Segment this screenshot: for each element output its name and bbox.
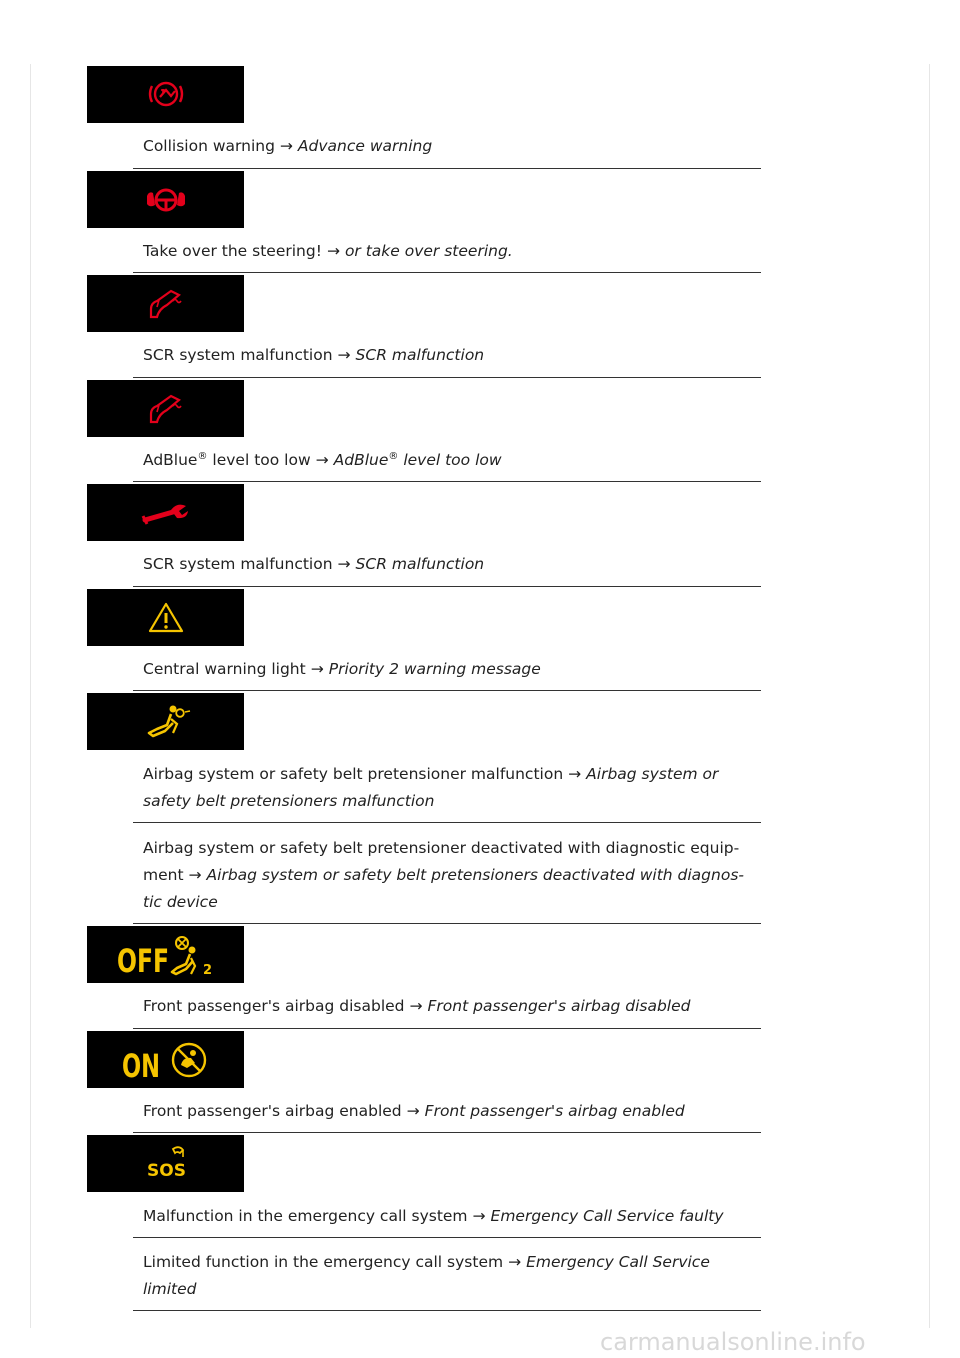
entry-text: level too low	[207, 451, 311, 469]
entry-airbag-malfunction-cont	[143, 788, 755, 815]
off-label: OFF	[117, 942, 169, 980]
sos-emergency-call-icon	[87, 1135, 244, 1192]
passenger-airbag-off-icon	[87, 926, 244, 983]
entry-reference[interactable]: Priority 2 warning message	[328, 660, 541, 678]
divider	[133, 168, 761, 169]
entry-passenger-airbag-disabled	[143, 993, 755, 1020]
entry-reference[interactable]: tic device	[143, 893, 218, 911]
entry-airbag-malfunction	[143, 761, 755, 788]
airbag-seat-icon	[87, 693, 244, 750]
entry-reference[interactable]: Airbag system or	[586, 765, 719, 783]
entry-text: Front passenger's airbag enabled	[143, 1102, 402, 1120]
collision-warning-icon	[87, 66, 244, 123]
watermark: carmanualsonline.info	[600, 1328, 866, 1356]
arrow-icon: →	[310, 660, 324, 678]
arrow-icon: →	[568, 765, 582, 783]
on-label: ON	[122, 1047, 160, 1085]
divider	[133, 1237, 761, 1238]
arrow-icon: →	[188, 866, 202, 884]
entry-reference-part: level too low	[398, 451, 502, 469]
arrow-icon: →	[508, 1253, 522, 1271]
entry-airbag-deactivated-cont2	[143, 889, 755, 916]
entry-passenger-airbag-enabled	[143, 1098, 755, 1125]
divider	[133, 923, 761, 924]
entry-text: SCR system malfunction	[143, 555, 333, 573]
entry-text: Front passenger's airbag disabled	[143, 997, 405, 1015]
entry-reference[interactable]	[334, 451, 502, 469]
entry-text: AdBlue	[143, 451, 198, 469]
entry-take-over-steering	[143, 238, 755, 265]
divider	[133, 1310, 761, 1311]
divider	[133, 822, 761, 823]
arrow-icon: →	[406, 1102, 420, 1120]
arrow-icon: →	[409, 997, 423, 1015]
entry-reference[interactable]: SCR malfunction	[355, 346, 485, 364]
entry-text: Take over the steering!	[143, 242, 322, 260]
arrow-icon: →	[472, 1207, 486, 1225]
arrow-icon: →	[315, 451, 329, 469]
warning-triangle-icon	[87, 589, 244, 646]
entry-text: ment	[143, 866, 184, 884]
arrow-icon: →	[326, 242, 340, 260]
entry-adblue-level-too-low	[143, 447, 755, 474]
entry-text: Limited function in the emergency call system	[143, 1253, 504, 1271]
entry-reference[interactable]: Front passenger's airbag disabled	[427, 997, 691, 1015]
registered-mark: ®	[388, 450, 399, 462]
take-over-steering-icon	[87, 171, 244, 228]
adblue-nozzle-icon	[87, 275, 244, 332]
divider	[133, 586, 761, 587]
divider	[133, 1132, 761, 1133]
divider	[133, 377, 761, 378]
registered-mark: ®	[197, 450, 208, 462]
entry-reference[interactable]: SCR malfunction	[355, 555, 485, 573]
entry-reference[interactable]: Advance warning	[297, 137, 433, 155]
passenger-airbag-on-icon	[87, 1031, 244, 1088]
arrow-icon: →	[337, 346, 351, 364]
entry-text: SCR system malfunction	[143, 346, 333, 364]
entry-airbag-deactivated	[143, 835, 755, 862]
entry-reference[interactable]: safety belt pretensioners malfunction	[143, 792, 435, 810]
adblue-nozzle-icon	[87, 380, 244, 437]
entry-text: Airbag system or safety belt pretensioner malfunction	[143, 765, 564, 783]
entry-emergency-call-limited-cont	[143, 1276, 755, 1303]
entry-reference[interactable]: limited	[143, 1280, 197, 1298]
divider	[133, 481, 761, 482]
entry-scr-malfunction-wrench	[143, 551, 755, 578]
entry-scr-malfunction	[143, 342, 755, 369]
entry-collision-warning	[143, 133, 755, 160]
entry-airbag-deactivated-cont	[143, 862, 755, 889]
entry-reference[interactable]: Emergency Call Service	[526, 1253, 710, 1271]
divider	[133, 272, 761, 273]
entry-reference[interactable]: Front passenger's airbag enabled	[424, 1102, 685, 1120]
divider	[133, 690, 761, 691]
entry-text: Airbag system or safety belt pretensioner deactivated with diagnostic equip-	[143, 839, 740, 857]
wrench-icon	[87, 484, 244, 541]
entry-text: Central warning light	[143, 660, 306, 678]
entry-reference[interactable]: or take over steering.	[344, 242, 513, 260]
page-margin-left	[30, 64, 31, 1328]
sos-label: SOS	[147, 1161, 186, 1181]
entry-text: Malfunction in the emergency call system	[143, 1207, 468, 1225]
arrow-icon: →	[337, 555, 351, 573]
arrow-icon: →	[279, 137, 293, 155]
entry-reference-part: AdBlue	[333, 451, 389, 469]
entry-emergency-call-limited	[143, 1249, 755, 1276]
entry-text: Collision warning	[143, 137, 275, 155]
entry-reference[interactable]: Airbag system or safety belt pretensioners deactivated with diagnos-	[206, 866, 744, 884]
off-sub-label: 2	[203, 963, 213, 978]
divider	[133, 1028, 761, 1029]
entry-central-warning-light	[143, 656, 755, 683]
entry-reference[interactable]: Emergency Call Service faulty	[490, 1207, 724, 1225]
entry-emergency-call-faulty	[143, 1203, 755, 1230]
page-margin-right	[929, 64, 930, 1328]
